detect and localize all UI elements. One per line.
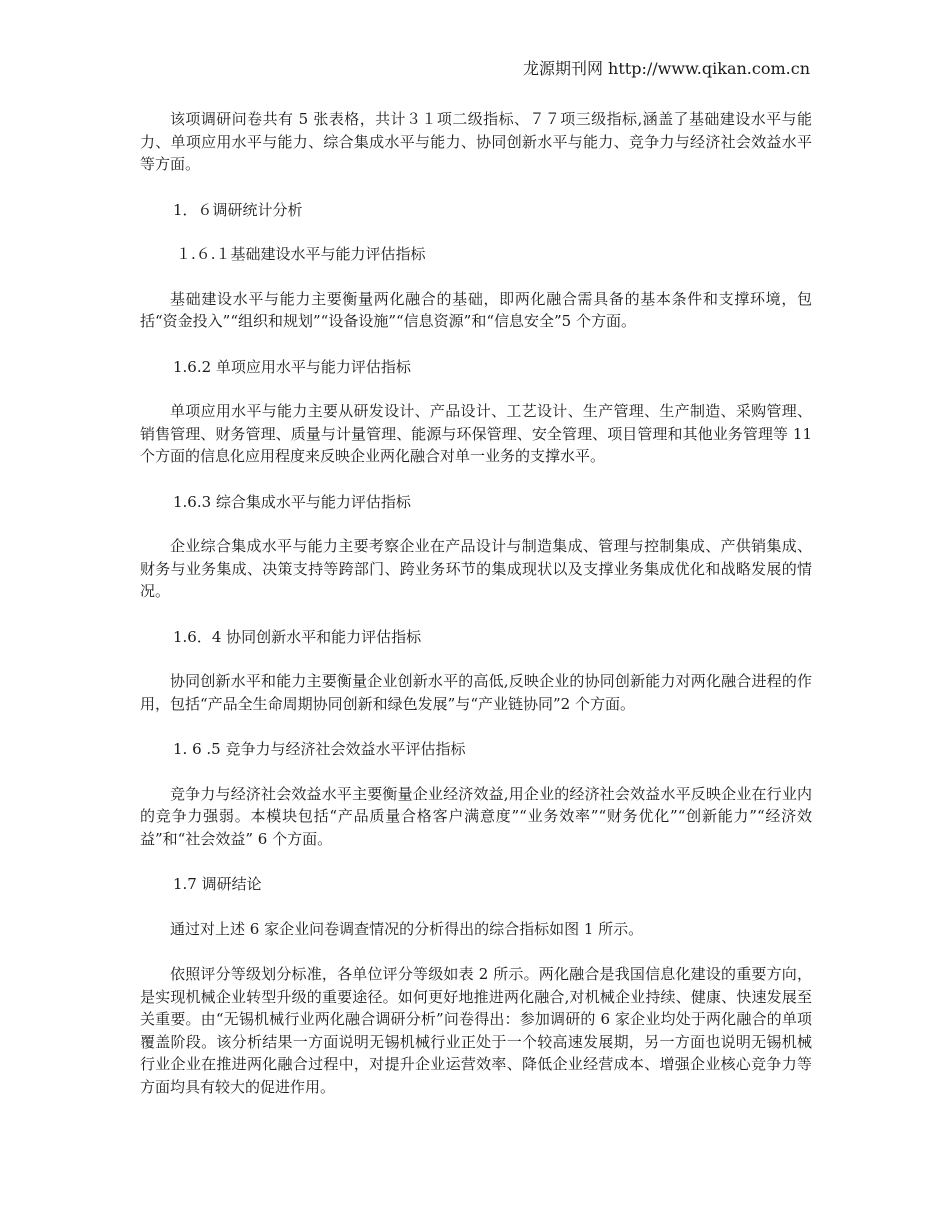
heading-1-6: 1．６调研统计分析 bbox=[173, 200, 303, 219]
paragraph-survey-overview: 该项调研问卷共有 5 张表格，共计３１项二级指标、７７项三级指标,涵盖了基础建设水平与能力、单项应用水平与能力、综合集成水平与能力、协同创新水平与能力、竞争力与经济社会效益水平等方面。 bbox=[140, 110, 812, 173]
heading-1-6-3: 1.6.3 综合集成水平与能力评估指标 bbox=[173, 492, 411, 511]
paragraph-integration: 企业综合集成水平与能力主要考察企业在产品设计与制造集成、管理与控制集成、产供销集成、财务与业务集成、决策支持等跨部门、跨业务环节的集成现状以及支撑业务集成优化和战略发展的情况。 bbox=[140, 537, 812, 600]
heading-1-6-1: １.６.１基础建设水平与能力评估指标 bbox=[176, 245, 426, 263]
heading-1-7: 1.7 调研结论 bbox=[173, 875, 262, 893]
paragraph-single-application: 单项应用水平与能力主要从研发设计、产品设计、工艺设计、生产管理、生产制造、采购管理、销售管理、财务管理、质量与计量管理、能源与环保管理、安全管理、项目管理和其他业务管理等 11 个方面的信息化应用程度来反映企业两化融合对单一业务的支撑水平。 bbox=[140, 402, 812, 465]
paragraph-infrastructure: 基础建设水平与能力主要衡量两化融合的基础，即两化融合需具备的基本条件和支撑环境，包括“资金投入”“组织和规划”“设备设施”“信息资源”和“信息安全”5 个方面。 bbox=[140, 289, 812, 330]
site-header: 龙源期刊网 http://www.qikan.com.cn bbox=[522, 59, 810, 78]
heading-1-6-5: 1. 6 .5 竞争力与经济社会效益水平评估指标 bbox=[173, 740, 466, 758]
heading-1-6-4: 1.6．4 协同创新水平和能力评估指标 bbox=[173, 627, 422, 646]
paragraph-conclusion: 依照评分等级划分标准，各单位评分等级如表 2 所示。两化融合是我国信息化建设的重要方向，是实现机械企业转型升级的重要途径。如何更好地推进两化融合,对机械企业持续、健康、快速发展至关重要。由“无锡机械行业两化融合调研分析”问卷得出：参加调研的 6 家企业均处于两化融合的单项覆盖阶段。该分析结果一方面说明无锡机械行业正处于一个较高速发展期，另一方面也说明无锡机械行业企业在推进两化融合过程中，对提升企业运营效率、降低企业经营成本、增强企业核心竞争力等方面均具有较大的促进作用。 bbox=[140, 965, 812, 1096]
paragraph-figure-reference: 通过对上述 6 家企业问卷调查情况的分析得出的综合指标如图 1 所示。 bbox=[170, 919, 644, 938]
paragraph-innovation: 协同创新水平和能力主要衡量企业创新水平的高低,反映企业的协同创新能力对两化融合进程的作用，包括“产品全生命周期协同创新和绿色发展”与“产业链协同”2 个方面。 bbox=[140, 672, 812, 713]
paragraph-competitiveness: 竞争力与经济社会效益水平主要衡量企业经济效益,用企业的经济社会效益水平反映企业在行业内的竞争力强弱。本模块包括“产品质量合格客户满意度”“业务效率”“财务优化”“创新能力”“经济效益”和“社会效益” 6 个方面。 bbox=[140, 784, 812, 848]
heading-1-6-2: 1.6.2 单项应用水平与能力评估指标 bbox=[173, 357, 411, 376]
article-body bbox=[140, 108, 812, 1121]
